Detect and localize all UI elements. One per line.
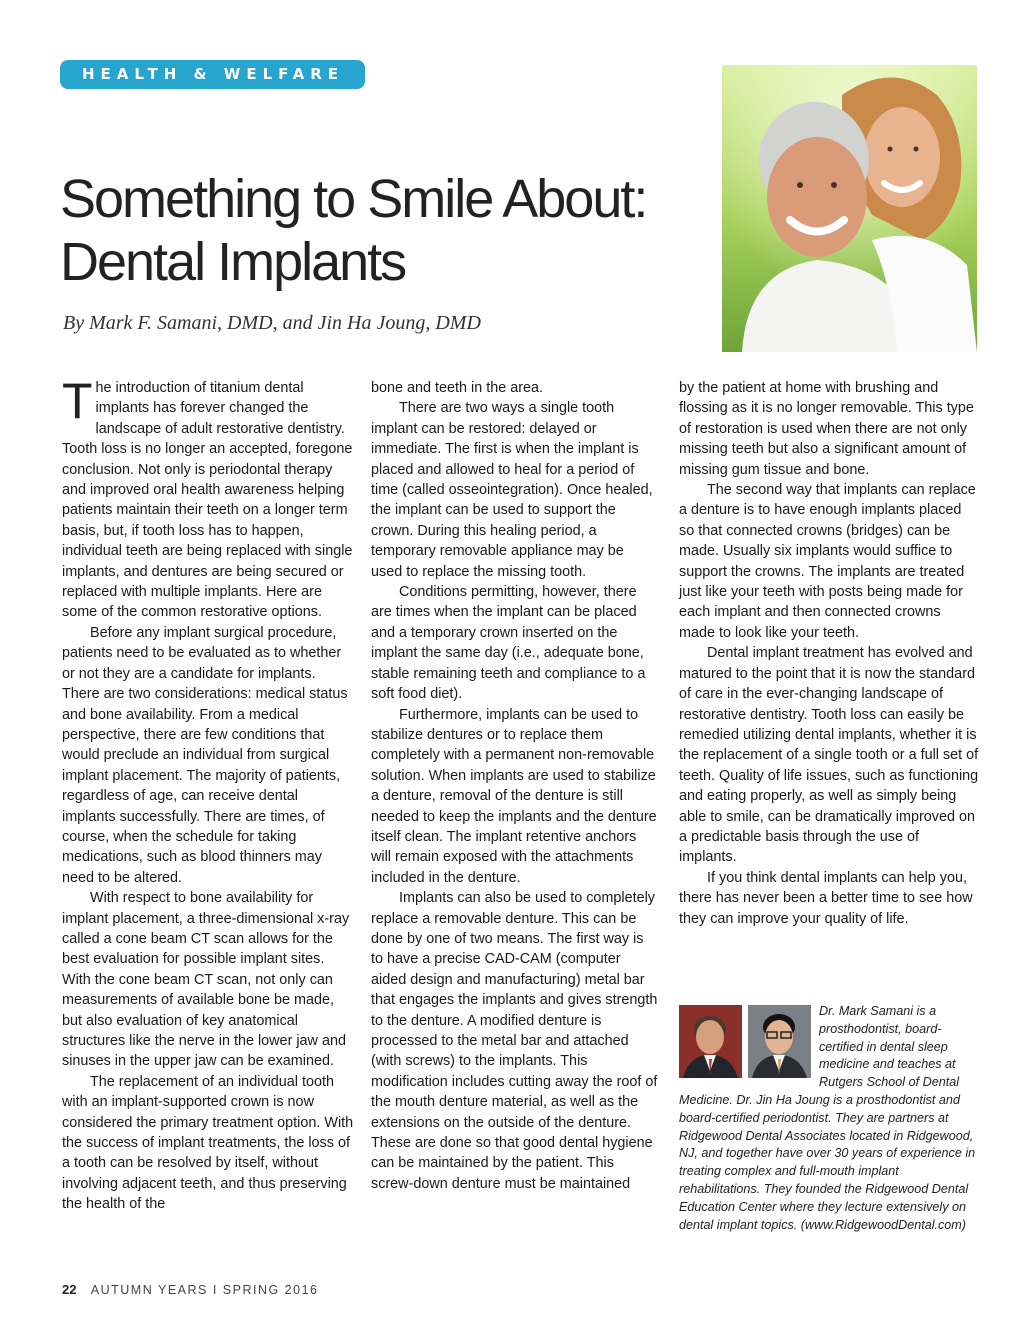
article-paragraph [62,373,355,623]
article-paragraph: The second way that implants can replace a denture is to have enough implants placed so that connected crowns (bridges) can be made. Usually six implants would suffice to support the crowns. The implants are treated just like your teeth with posts being made for each implant and then connected crowns made to look like your teeth. [679,482,976,641]
byline: By Mark F. Samani, DMD, and Jin Ha Joung, DMD [63,312,481,334]
article-column-3 [679,378,979,929]
article-paragraph: Implants can also be used to completely replace a removable denture. This can be done by one of two means. The first way is to have a precise CAD-CAM (computer aided design and manufacturing) metal bar that engages the implants and gives strength to the denture. A modified denture is processed to the metal bar and attached (with screws) to the implants. This modification includes cutting away the roof of the mouth denture material, as well as the extensions on the outside of the denture. These are done so that good dental hygiene can be maintained by the patient. This screw-down denture must be maintained [371,890,658,1192]
headline-line-2: Dental Implants [60,232,406,292]
headline-line-1: Something to Smile About: [60,169,647,229]
article-paragraph: Before any implant surgical procedure, patients need to be evaluated as to whether or not they are a candidate for implants. There are two considerations: medical status and bone availability. From a medical perspective, there are few conditions that would preclude an individual from surgical implant placement. The majority of patients, regardless of age, can receive dental implants successfully. There are times, of course, when the schedule for taking medications, such as blood thinners may need to be altered. [62,624,348,886]
page-number: 22 [62,1282,77,1297]
article-paragraph: With respect to bone availability for implant placement, a three-dimensional x-ray called a cone beam CT scan allows for the best evaluation for possible implant sites. With the cone beam CT scan, not only can measurements of available bone be made, but also evaluation of key anatomical structures like the nerve in the lower jaw and sinuses in the upper jaw can be examined. [62,890,350,1070]
couple-photo [722,65,977,352]
article-paragraph: There are two ways a single tooth implant can be restored: delayed or immediate. The first is when the implant is placed and allowed to heal for a period of time (called osseointegration). Once healed, the implant can be used to support the crown. During this healing period, a temporary removable appliance may be used to replace the missing tooth. [371,400,653,580]
section-label: HEALTH & WELFARE [60,60,365,89]
intro-text: he introduction of titanium dental implants has forever changed the landscape of adult restorative dentistry. Tooth loss is no longer an accepted, foregone conclusion. Not only is periodontal therapy and improved oral health awareness helping patients maintain their teeth on a longer term basis, but, if tooth loss has to happen, individual teeth are being replaced with single implants, and dentures are being secured or replaced with multiple implants. Here are some of the common restorative options. [62,380,353,621]
article-paragraph: Furthermore, implants can be used to stabilize dentures or to replace them completely with a permanent non-removable solution. When implants are used to stabilize a denture, removal of the denture is still needed to keep the implants and the denture itself clean. The implant retentive anchors will remain exposed with the attachments included in the denture. [371,706,657,886]
article-paragraph: by the patient at home with brushing and flossing as it is no longer removable. This type of restoration is used when there are not only missing teeth but also a significant amount of missing gum tissue and bone. [679,380,974,478]
article-column-1 [62,373,355,1215]
article-paragraph: If you think dental implants can help you, there has never been a better time to see how they can improve your quality of life. [679,869,973,927]
page-footer [62,1282,318,1297]
headshot-jin-ha-joung [748,1005,811,1078]
drop-cap: T [62,373,93,429]
headshot-mark-samani [679,1005,742,1078]
article-paragraph: Conditions permitting, however, there are times when the implant can be placed and a temporary crown inserted on the implant the same day (i.e., adequate bone, stable remaining teeth and compliance to a soft food diet). [371,584,646,703]
article-paragraph: Dental implant treatment has evolved and matured to the point that it is now the standard of care in the ever-changing landscape of restorative dentistry. Tooth loss can easily be remedied utilizing dental implants, whether it is the replacement of a single tooth or a full set of teeth. Quality of life issues, such as functioning and eating properly, as well as simply being able to smile, can be dramatically improved on a predictable basis through the use of implants. [679,645,979,866]
article-column-2 [371,378,658,1194]
bio-text: Dr. Mark Samani is a prosthodontist, board-certified in dental sleep medicine and teaches at Rutgers School of Dental Medicine. Dr. Jin Ha Joung is a prosthodontist and board-certified periodontist. They are partners at Ridgewood Dental Associates located in Ridgewood, NJ, and together have over 30 years of experience in treating complex and full-mouth implant rehabilitations. They founded the Ridgewood Dental Education Center where they lecture extensively on dental implant topics. (www.RidgewoodDental.com) [679,1004,976,1232]
headline [60,168,710,294]
article-paragraph: bone and teeth in the area. [371,380,544,396]
author-headshots [679,1005,811,1078]
author-bio [679,1003,979,1234]
article-paragraph: The replacement of an individual tooth with an implant-supported crown is now considered the primary treatment option. With the success of implant treatments, the loss of a tooth can be resolved by itself, without involving adjacent teeth, and thus preserving the health of the [62,1073,354,1213]
publication-issue: AUTUMN YEARS I SPRING 2016 [90,1283,319,1297]
